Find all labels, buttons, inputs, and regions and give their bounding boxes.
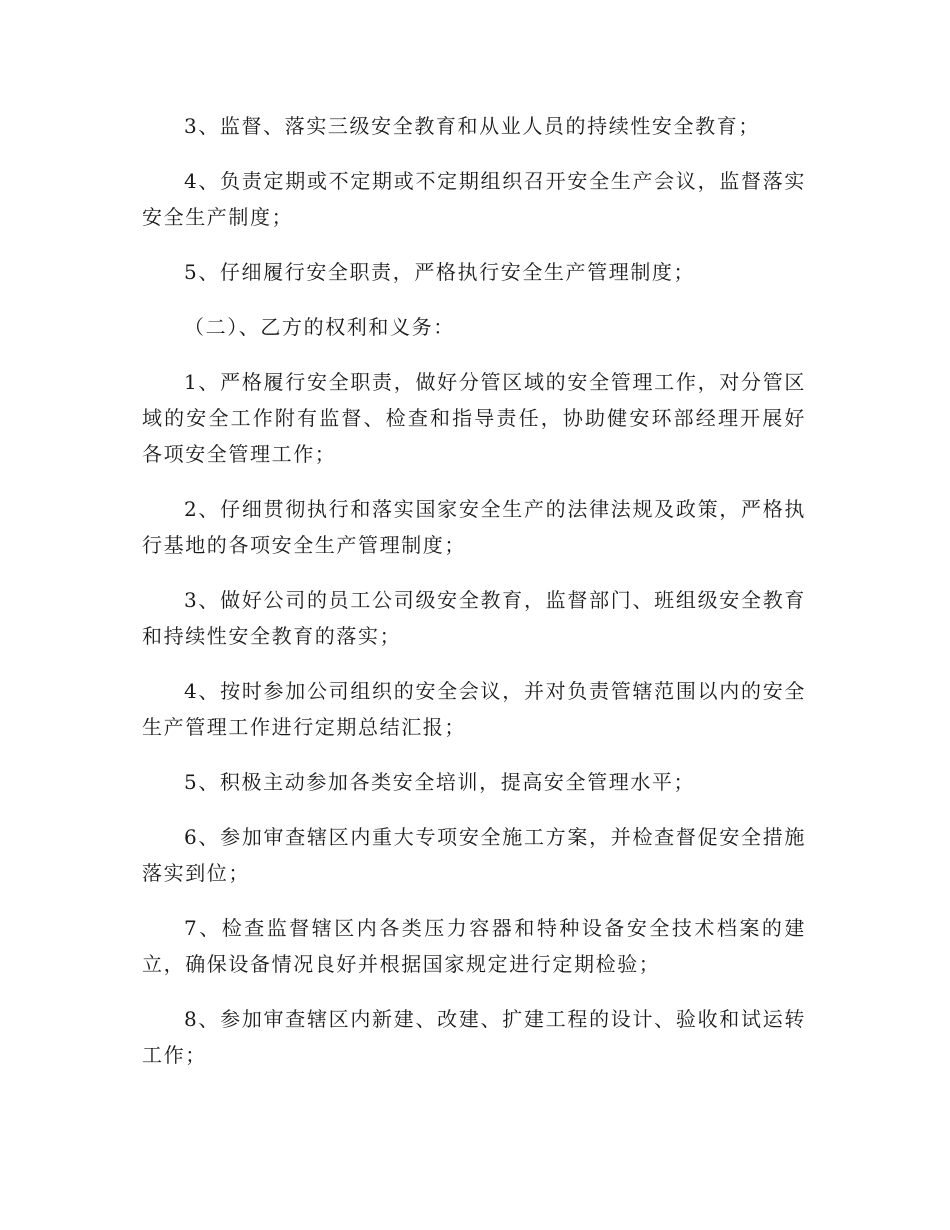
paragraph-b-item-7: 7、检查监督辖区内各类压力容器和特种设备安全技术档案的建立，确保设备情况良好并根据国家规定进行定期检验；	[142, 916, 806, 976]
paragraph-b-item-4: 4、按时参加公司组织的安全会议，并对负责管辖范围以内的安全生产管理工作进行定期总结汇报；	[142, 679, 806, 739]
paragraph-b-item-2: 2、仔细贯彻执行和落实国家安全生产的法律法规及政策，严格执行基地的各项安全生产管理制度；	[142, 497, 806, 557]
paragraph-b-item-8: 8、参加审查辖区内新建、改建、扩建工程的设计、验收和试运转工作；	[142, 1007, 806, 1067]
paragraph-item-5-duties: 5、仔细履行安全职责，严格执行安全生产管理制度；	[184, 260, 696, 284]
paragraph-b-item-1: 1、严格履行安全职责，做好分管区域的安全管理工作，对分管区域的安全工作附有监督、检查和指导责任，协助健安环部经理开展好各项安全管理工作；	[142, 370, 806, 466]
paragraph-item-3-education: 3、监督、落实三级安全教育和从业人员的持续性安全教育；	[184, 114, 760, 138]
paragraph-b-item-3: 3、做好公司的员工公司级安全教育，监督部门、班组级安全教育和持续性安全教育的落实；	[142, 588, 806, 648]
paragraph-b-item-6: 6、参加审查辖区内重大专项安全施工方案，并检查督促安全措施落实到位；	[142, 825, 806, 885]
paragraph-b-item-5: 5、积极主动参加各类安全培训，提高安全管理水平；	[184, 770, 696, 794]
paragraph-item-4-meetings: 4、负责定期或不定期或不定期组织召开安全生产会议，监督落实安全生产制度；	[142, 169, 806, 229]
document-body	[142, 108, 806, 1092]
section-heading-party-b: （二）、乙方的权利和义务：	[184, 315, 455, 339]
